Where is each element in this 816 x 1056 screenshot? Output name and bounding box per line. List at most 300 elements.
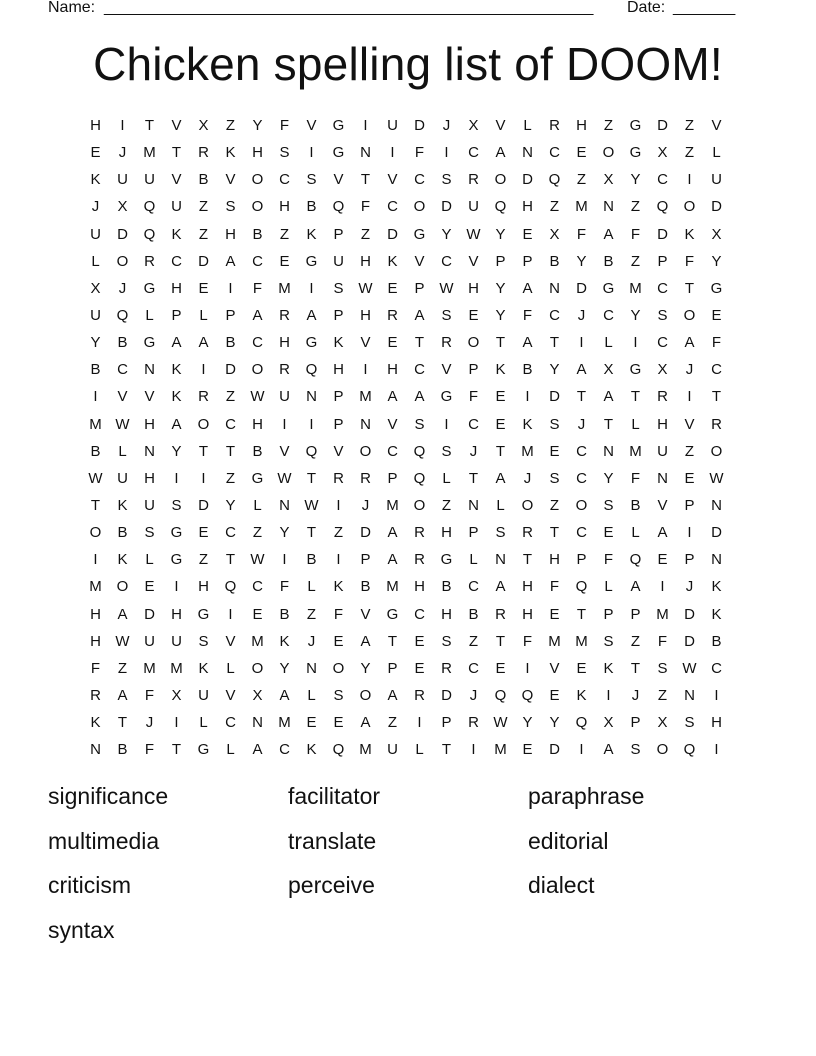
grid-letter: O (359, 442, 372, 460)
grid-letter: B (360, 578, 371, 596)
grid-letter: G (629, 117, 642, 135)
grid-letter: H (198, 578, 209, 596)
grid-letter: M (359, 741, 372, 759)
grid-letter: Z (684, 442, 695, 460)
grid-letter: J (523, 469, 532, 487)
word-bank (48, 778, 768, 956)
grid-letter: R (360, 469, 371, 487)
grid-letter: C (576, 469, 587, 487)
grid-letter: Q (683, 741, 696, 759)
grid-row (82, 655, 730, 682)
grid-letter: W (709, 469, 724, 487)
grid-letter: C (657, 171, 668, 189)
grid-letter: X (657, 361, 668, 379)
grid-letter: X (603, 714, 614, 732)
grid-letter: B (252, 442, 263, 460)
grid-letter: D (198, 497, 209, 515)
grid-letter: I (201, 361, 206, 379)
grid-letter: U (198, 687, 209, 705)
word-bank-item: dialect (528, 872, 595, 898)
grid-letter: T (549, 334, 560, 352)
grid-letter: E (549, 605, 560, 623)
grid-letter: V (171, 117, 182, 135)
grid-letter: G (197, 605, 210, 623)
grid-letter: C (414, 361, 425, 379)
grid-letter: B (225, 334, 236, 352)
grid-letter: Z (441, 497, 452, 515)
grid-letter: I (120, 117, 125, 135)
grid-letter: K (171, 225, 182, 243)
grid-letter: A (171, 334, 182, 352)
grid-letter: K (171, 361, 182, 379)
grid-letter: T (387, 632, 398, 650)
grid-letter: P (630, 714, 641, 732)
grid-letter: Q (575, 714, 588, 732)
grid-letter: D (441, 198, 452, 216)
grid-letter: Q (305, 361, 318, 379)
grid-letter: M (278, 714, 291, 732)
grid-letter: G (251, 469, 264, 487)
grid-letter: M (143, 659, 156, 677)
grid-letter: R (414, 551, 425, 569)
grid-letter: I (525, 659, 530, 677)
grid-letter: I (228, 279, 233, 297)
grid-letter: D (387, 225, 398, 243)
grid-letter: T (684, 279, 695, 297)
grid-letter: V (414, 252, 425, 270)
grid-letter: S (657, 307, 668, 325)
grid-letter: J (577, 415, 586, 433)
grid-letter: T (144, 117, 155, 135)
grid-letter: N (711, 551, 722, 569)
grid-letter: N (360, 144, 371, 162)
grid-letter: S (144, 524, 155, 542)
grid-letter: A (684, 334, 695, 352)
grid-letter: T (225, 551, 236, 569)
grid-letter: T (171, 741, 182, 759)
grid-letter: U (171, 632, 182, 650)
grid-letter: T (495, 442, 506, 460)
grid-letter: K (387, 252, 398, 270)
grid-letter: P (333, 415, 344, 433)
grid-letter: A (576, 361, 587, 379)
grid-letter: T (414, 334, 425, 352)
grid-letter: H (90, 117, 101, 135)
grid-letter: E (711, 307, 722, 325)
grid-letter: K (90, 171, 101, 189)
grid-letter: B (90, 442, 101, 460)
grid-letter: C (252, 252, 263, 270)
grid-letter: A (603, 225, 614, 243)
grid-letter: U (117, 171, 128, 189)
grid-letter: I (282, 551, 287, 569)
grid-letter: T (495, 334, 506, 352)
grid-letter: C (603, 307, 614, 325)
grid-letter: H (522, 605, 533, 623)
grid-letter: I (174, 714, 179, 732)
grid-letter: X (171, 687, 182, 705)
grid-letter: C (225, 714, 236, 732)
grid-letter: S (549, 469, 560, 487)
grid-letter: J (442, 117, 451, 135)
grid-letter: R (198, 388, 209, 406)
grid-letter: G (170, 551, 183, 569)
grid-letter: U (90, 225, 101, 243)
grid-letter: Z (333, 524, 344, 542)
grid-letter: H (387, 361, 398, 379)
grid-letter: I (363, 361, 368, 379)
grid-row (82, 166, 730, 193)
grid-letter: R (468, 171, 479, 189)
grid-letter: V (387, 171, 398, 189)
grid-letter: K (279, 632, 290, 650)
grid-letter: F (603, 551, 614, 569)
grid-letter: Y (495, 225, 506, 243)
grid-letter: Q (575, 578, 588, 596)
grid-letter: N (90, 741, 101, 759)
grid-letter: G (440, 551, 453, 569)
grid-letter: Q (116, 307, 129, 325)
grid-letter: E (90, 144, 101, 162)
grid-letter: L (523, 117, 532, 135)
grid-letter: E (576, 659, 587, 677)
grid-letter: I (228, 605, 233, 623)
grid-letter: C (711, 659, 722, 677)
grid-letter: V (549, 659, 560, 677)
grid-letter: Q (332, 741, 345, 759)
grid-letter: F (279, 117, 290, 135)
grid-letter: U (117, 469, 128, 487)
grid-letter: V (711, 117, 722, 135)
grid-letter: R (711, 415, 722, 433)
grid-letter: H (252, 415, 263, 433)
grid-letter: A (225, 252, 236, 270)
grid-letter: U (144, 497, 155, 515)
grid-letter: Z (225, 388, 236, 406)
grid-letter: B (711, 632, 722, 650)
grid-letter: H (468, 279, 479, 297)
grid-letter: M (251, 632, 264, 650)
grid-letter: E (549, 442, 560, 460)
grid-letter: D (117, 225, 128, 243)
grid-letter: N (657, 469, 668, 487)
grid-letter: Z (576, 171, 587, 189)
grid-letter: G (197, 741, 210, 759)
grid-letter: G (629, 361, 642, 379)
grid-letter: A (603, 388, 614, 406)
grid-letter: S (441, 171, 452, 189)
grid-letter: K (90, 714, 101, 732)
grid-letter: J (469, 687, 478, 705)
grid-letter: M (170, 659, 183, 677)
grid-letter: Y (279, 659, 290, 677)
grid-letter: I (336, 551, 341, 569)
grid-letter: H (441, 605, 452, 623)
grid-letter: C (387, 198, 398, 216)
word-bank-item: translate (288, 827, 377, 854)
grid-letter: U (333, 252, 344, 270)
grid-letter: Z (684, 144, 695, 162)
grid-letter: F (549, 578, 560, 596)
grid-row (82, 736, 730, 763)
grid-letter: D (441, 687, 452, 705)
grid-letter: F (144, 687, 155, 705)
grid-letter: B (117, 524, 128, 542)
grid-letter: C (441, 252, 452, 270)
grid-row (82, 573, 730, 600)
grid-letter: H (144, 469, 155, 487)
grid-letter: A (117, 605, 128, 623)
grid-letter: V (360, 605, 371, 623)
grid-letter: J (631, 687, 640, 705)
grid-letter: E (198, 279, 209, 297)
grid-letter: Z (468, 632, 479, 650)
grid-row (82, 248, 730, 275)
grid-letter: T (630, 659, 641, 677)
grid-letter: Q (494, 198, 507, 216)
grid-letter: O (683, 307, 696, 325)
grid-letter: Z (198, 198, 209, 216)
grid-letter: L (604, 578, 613, 596)
grid-letter: W (466, 225, 481, 243)
grid-letter: F (279, 578, 290, 596)
grid-letter: F (522, 632, 533, 650)
grid-letter: E (495, 415, 506, 433)
grid-letter: I (93, 388, 98, 406)
grid-letter: P (333, 307, 344, 325)
grid-letter: C (117, 361, 128, 379)
grid-letter: S (684, 714, 695, 732)
grid-letter: S (333, 687, 344, 705)
grid-letter: G (305, 252, 318, 270)
grid-letter: H (333, 361, 344, 379)
grid-letter: R (495, 605, 506, 623)
grid-letter: Z (279, 225, 290, 243)
grid-letter: H (711, 714, 722, 732)
date-label: Date: (627, 0, 666, 16)
grid-letter: I (444, 144, 449, 162)
grid-letter: X (117, 198, 128, 216)
grid-letter: C (549, 144, 560, 162)
grid-letter: W (88, 469, 103, 487)
grid-row (82, 139, 730, 166)
grid-letter: Z (549, 198, 560, 216)
grid-letter: R (414, 687, 425, 705)
grid-letter: T (522, 551, 533, 569)
grid-letter: I (687, 388, 692, 406)
grid-letter: L (199, 307, 208, 325)
grid-letter: M (386, 497, 399, 515)
grid-letter: W (439, 279, 454, 297)
grid-row (82, 112, 730, 139)
grid-letter: H (576, 117, 587, 135)
grid-letter: I (93, 551, 98, 569)
grid-letter: H (225, 225, 236, 243)
grid-letter: G (602, 279, 615, 297)
grid-letter: Q (629, 551, 642, 569)
grid-letter: A (198, 334, 209, 352)
grid-letter: I (417, 714, 422, 732)
grid-letter: I (579, 741, 584, 759)
grid-letter: I (687, 171, 692, 189)
grid-letter: Z (306, 605, 317, 623)
grid-letter: E (198, 524, 209, 542)
grid-letter: A (279, 687, 290, 705)
grid-letter: X (198, 117, 209, 135)
grid-letter: I (444, 415, 449, 433)
grid-letter: F (90, 659, 101, 677)
page-title: Chicken spelling list of DOOM! (93, 38, 723, 90)
grid-letter: I (471, 741, 476, 759)
grid-letter: A (414, 307, 425, 325)
grid-letter: G (305, 334, 318, 352)
grid-letter: Y (441, 225, 452, 243)
grid-letter: Y (711, 252, 722, 270)
grid-letter: O (494, 171, 507, 189)
grid-letter: G (440, 388, 453, 406)
grid-letter: A (171, 415, 182, 433)
grid-letter: W (493, 714, 508, 732)
grid-letter: Z (603, 117, 614, 135)
grid-letter: Z (630, 198, 641, 216)
grid-letter: B (198, 171, 209, 189)
grid-letter: U (144, 171, 155, 189)
grid-letter: U (468, 198, 479, 216)
grid-letter: Q (656, 198, 669, 216)
grid-letter: P (630, 605, 641, 623)
grid-letter: O (413, 198, 426, 216)
grid-letter: K (333, 334, 344, 352)
grid-letter: L (631, 415, 640, 433)
grid-letter: Y (495, 279, 506, 297)
grid-letter: I (336, 497, 341, 515)
grid-letter: B (279, 605, 290, 623)
grid-letter: C (279, 741, 290, 759)
word-bank-item: paraphrase (528, 783, 645, 809)
grid-letter: I (174, 469, 179, 487)
grid-letter: M (575, 632, 588, 650)
name-date-header (48, 0, 748, 18)
grid-letter: Y (549, 714, 560, 732)
grid-letter: I (390, 144, 395, 162)
grid-letter: I (714, 687, 719, 705)
grid-letter: O (332, 659, 345, 677)
grid-letter: T (468, 469, 479, 487)
grid-letter: E (333, 714, 344, 732)
grid-letter: Z (657, 687, 668, 705)
grid-letter: M (521, 442, 534, 460)
grid-letter: E (306, 714, 317, 732)
grid-letter: I (660, 578, 665, 596)
grid-letter: K (117, 497, 128, 515)
grid-letter: E (657, 551, 668, 569)
grid-letter: I (633, 334, 638, 352)
grid-letter: L (631, 524, 640, 542)
grid-letter: J (361, 497, 370, 515)
grid-letter: A (657, 524, 668, 542)
grid-letter: R (441, 334, 452, 352)
grid-letter: P (684, 497, 695, 515)
grid-letter: T (549, 524, 560, 542)
grid-letter: C (225, 415, 236, 433)
grid-letter: X (603, 171, 614, 189)
grid-letter: F (468, 388, 479, 406)
grid-letter: Y (171, 442, 182, 460)
grid-letter: C (468, 578, 479, 596)
grid-letter: A (252, 741, 263, 759)
grid-letter: X (549, 225, 560, 243)
grid-letter: P (387, 659, 398, 677)
grid-letter: N (279, 497, 290, 515)
grid-letter: Q (332, 198, 345, 216)
grid-letter: F (333, 605, 344, 623)
grid-letter: T (198, 442, 209, 460)
grid-letter: K (306, 741, 317, 759)
grid-letter: W (115, 632, 130, 650)
grid-letter: I (282, 415, 287, 433)
grid-letter: L (307, 578, 316, 596)
grid-letter: A (387, 388, 398, 406)
grid-letter: H (144, 415, 155, 433)
grid-letter: U (144, 632, 155, 650)
grid-letter: I (309, 415, 314, 433)
grid-letter: L (442, 469, 451, 487)
grid-letter: U (90, 307, 101, 325)
grid-letter: O (116, 578, 129, 596)
grid-letter: O (116, 252, 129, 270)
grid-letter: S (414, 415, 425, 433)
grid-letter: G (332, 144, 345, 162)
word-bank-item: perceive (288, 872, 375, 898)
grid-letter: Q (413, 469, 426, 487)
grid-letter: T (117, 714, 128, 732)
grid-letter: Q (548, 171, 561, 189)
grid-letter: N (522, 144, 533, 162)
grid-letter: J (577, 307, 586, 325)
grid-letter: R (198, 144, 209, 162)
grid-letter: R (468, 714, 479, 732)
grid-letter: L (199, 714, 208, 732)
grid-letter: E (495, 659, 506, 677)
grid-letter: I (309, 144, 314, 162)
grid-letter: Z (360, 225, 371, 243)
grid-letter: B (468, 605, 479, 623)
grid-letter: H (522, 198, 533, 216)
grid-letter: L (712, 144, 721, 162)
grid-letter: T (306, 469, 317, 487)
grid-letter: D (657, 117, 668, 135)
grid-letter: W (115, 415, 130, 433)
grid-letter: Y (225, 497, 236, 515)
grid-letter: N (603, 198, 614, 216)
grid-letter: F (144, 741, 155, 759)
grid-letter: R (522, 524, 533, 542)
grid-letter: N (603, 442, 614, 460)
grid-letter: K (333, 578, 344, 596)
grid-letter: N (306, 388, 317, 406)
grid-letter: N (360, 415, 371, 433)
grid-letter: H (360, 307, 371, 325)
grid-letter: A (495, 578, 506, 596)
grid-letter: E (279, 252, 290, 270)
word-bank-item: facilitator (288, 783, 381, 809)
grid-letter: G (170, 524, 183, 542)
grid-letter: J (685, 578, 694, 596)
grid-letter: S (171, 497, 182, 515)
grid-letter: Q (143, 198, 156, 216)
grid-row (82, 546, 730, 573)
grid-letter: E (684, 469, 695, 487)
